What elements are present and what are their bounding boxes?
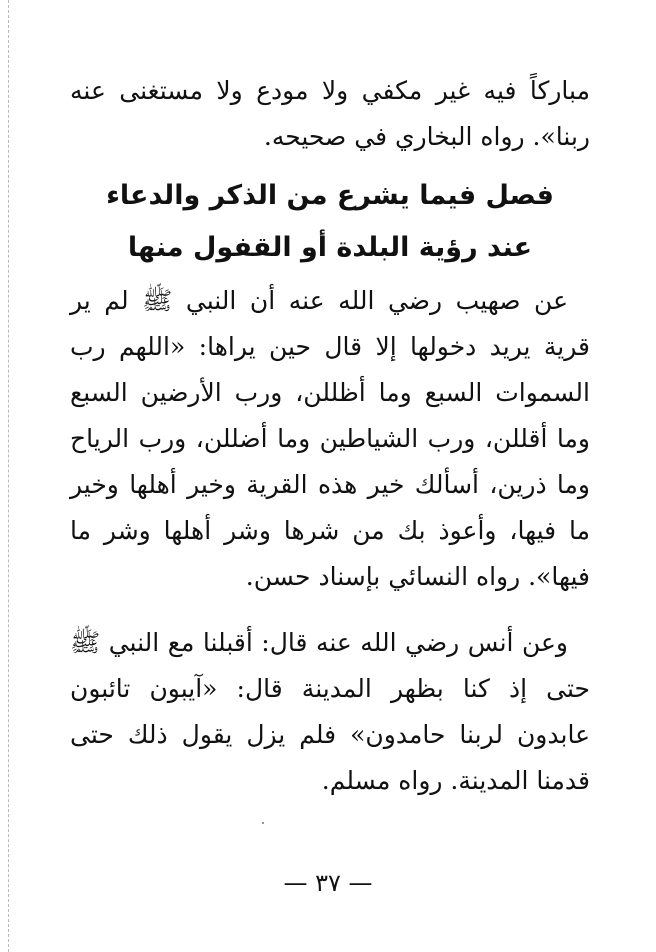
print-speck	[262, 822, 264, 824]
hadith-paragraph-1	[70, 278, 590, 600]
page-number: — ٣٧ —	[283, 869, 373, 897]
section-heading	[70, 170, 590, 274]
page-content	[70, 68, 590, 804]
paragraph-spacer	[70, 600, 590, 620]
section-heading-line-2: عند رؤية البلدة أو القفول منها	[127, 232, 533, 263]
page-edge-line	[8, 0, 9, 952]
section-heading-line-1: فصل فيما يشرع من الذكر والدعاء	[106, 180, 554, 211]
hadith-paragraph-2	[70, 620, 590, 804]
paragraph-text: عن صهيب رضي الله عنه أن النبي ﷺ لم ير قرية يريد دخولها إلا قال حين يراها: «اللهم رب السموات السبع وما أظللن، ورب الأرضين السبع وما أقللن، ورب الشياطين وما أضللن، ورب الرياح وما ذرين، أسألك خير هذه القرية وخير أهلها وخير ما فيها، وأعوذ بك من شرها وشر أهلها وشر ما فيها». رواه النسائي بإسناد حسن.	[70, 286, 591, 591]
opening-text: مباركاً فيه غير مكفي ولا مودع ولا مستغنى عنه ربنا». رواه البخاري في صحيحه.	[70, 76, 590, 151]
paragraph-text: وعن أنس رضي الله عنه قال: أقبلنا مع النبي ﷺ حتى إذ كنا بظهر المدينة قال: «آيبون تائبون عابدون لربنا حامدون» فلم يزل يقول ذلك حتى قدمنا المدينة. رواه مسلم.	[70, 628, 590, 795]
